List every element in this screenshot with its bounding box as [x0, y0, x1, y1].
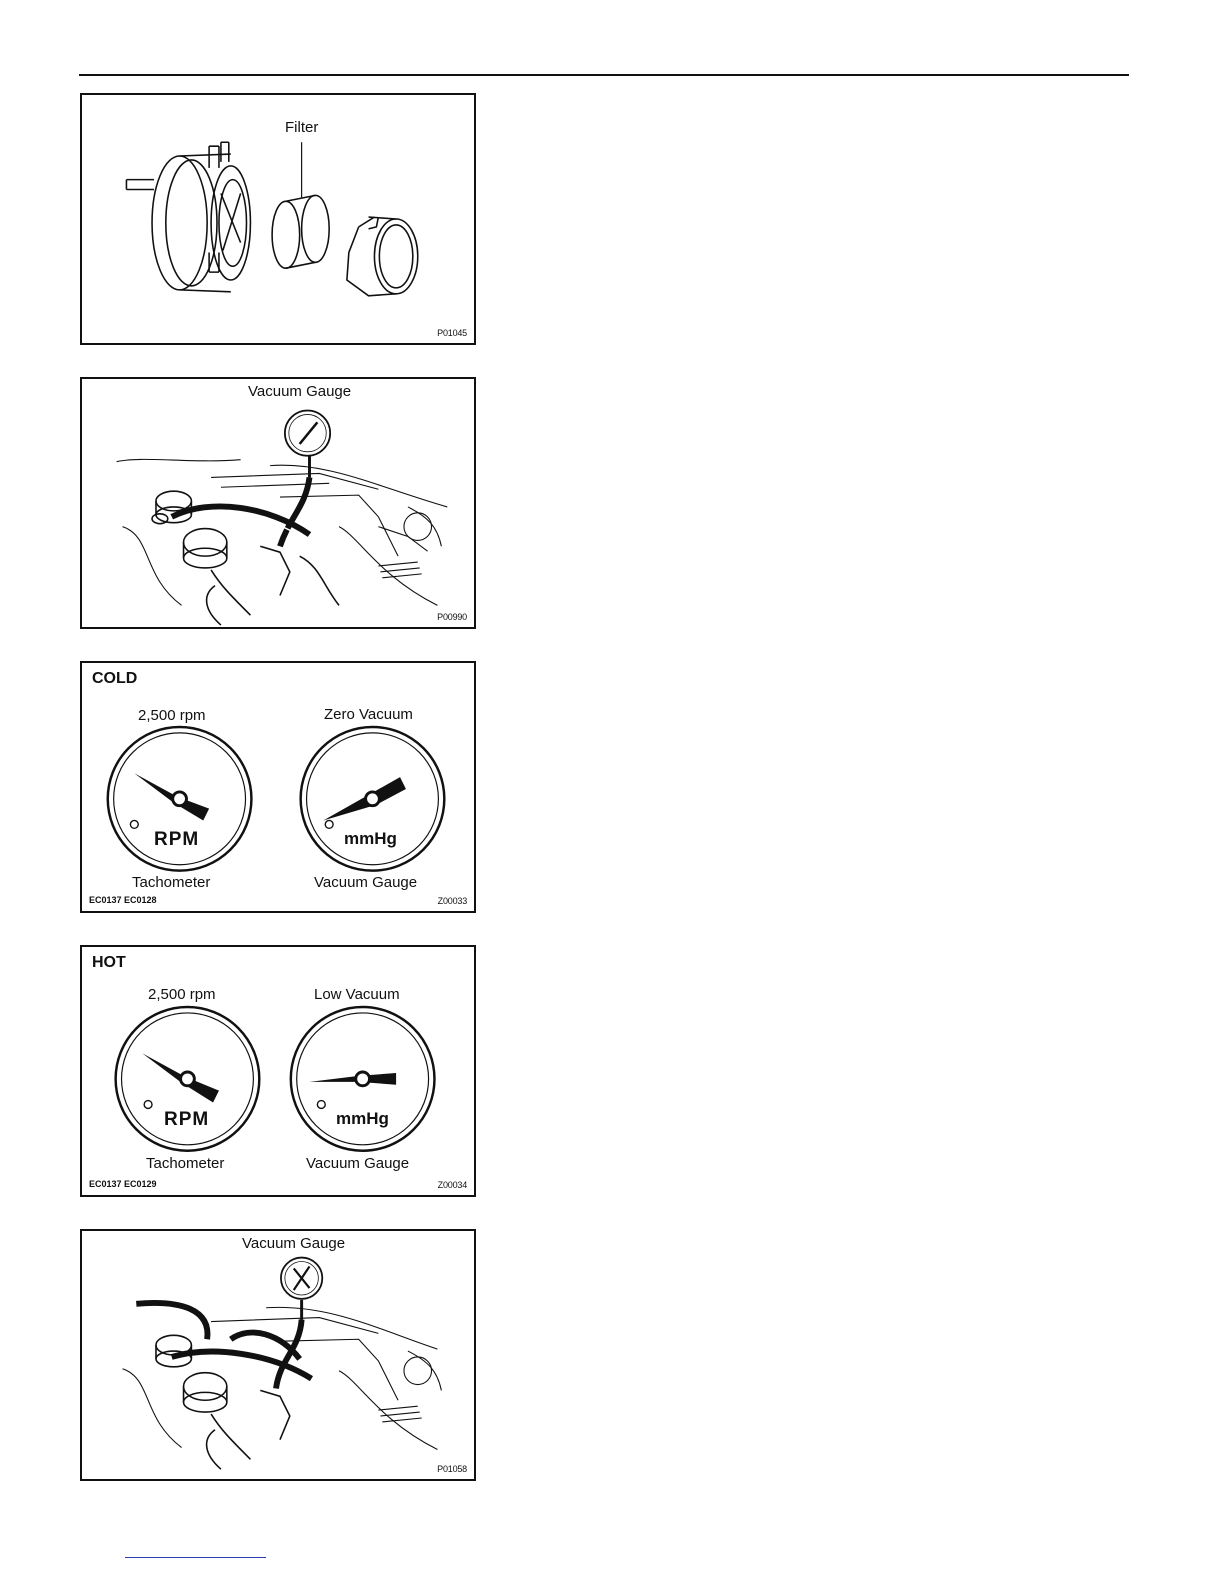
filter-illustration	[82, 95, 474, 343]
rpm-label: 2,500 rpm	[138, 707, 206, 724]
tachometer-name: Tachometer	[146, 1155, 225, 1172]
figure-heading: HOT	[92, 954, 126, 971]
figure-code: Z00034	[437, 1180, 467, 1190]
hot-gauges-illustration	[82, 947, 474, 1195]
figure-heading: COLD	[92, 670, 138, 687]
engine-vacuum-illustration	[82, 1231, 474, 1479]
header-rule	[79, 74, 1129, 76]
vacuum-gauge-name: Vacuum Gauge	[314, 874, 418, 891]
figure-filter	[80, 93, 476, 345]
footer-link-rule[interactable]	[125, 1557, 266, 1558]
vacuum-gauge-name: Vacuum Gauge	[306, 1155, 410, 1172]
rpm-label: 2,500 rpm	[148, 986, 216, 1003]
figure-code: P00990	[437, 612, 467, 622]
vacuum-gauge-label: Vacuum Gauge	[242, 1235, 346, 1252]
figure-refs: EC0137 EC0129	[89, 1179, 157, 1189]
tachometer-name: Tachometer	[132, 874, 211, 891]
tachometer-unit: RPM	[154, 829, 200, 850]
vacuum-state-label: Low Vacuum	[314, 986, 400, 1003]
figure-vacuum-gauge-1	[80, 377, 476, 629]
vacuum-unit: mmHg	[344, 829, 397, 848]
filter-label: Filter	[285, 119, 319, 136]
vacuum-gauge	[301, 727, 445, 871]
vacuum-state-label: Zero Vacuum	[324, 706, 413, 723]
figure-refs: EC0137 EC0128	[89, 895, 157, 905]
figure-code: P01058	[437, 1464, 467, 1474]
figure-code: P01045	[437, 328, 467, 338]
filter-element	[272, 195, 329, 268]
figure-vacuum-gauge-2	[80, 1229, 476, 1481]
vacuum-gauge	[291, 1007, 435, 1151]
vacuum-gauge-label: Vacuum Gauge	[248, 383, 352, 400]
figure-hot	[80, 945, 476, 1197]
tachometer-unit: RPM	[164, 1109, 210, 1130]
vacuum-unit: mmHg	[336, 1109, 389, 1128]
figure-cold	[80, 661, 476, 913]
figure-code: Z00033	[437, 896, 467, 906]
engine-vacuum-illustration	[82, 379, 474, 627]
